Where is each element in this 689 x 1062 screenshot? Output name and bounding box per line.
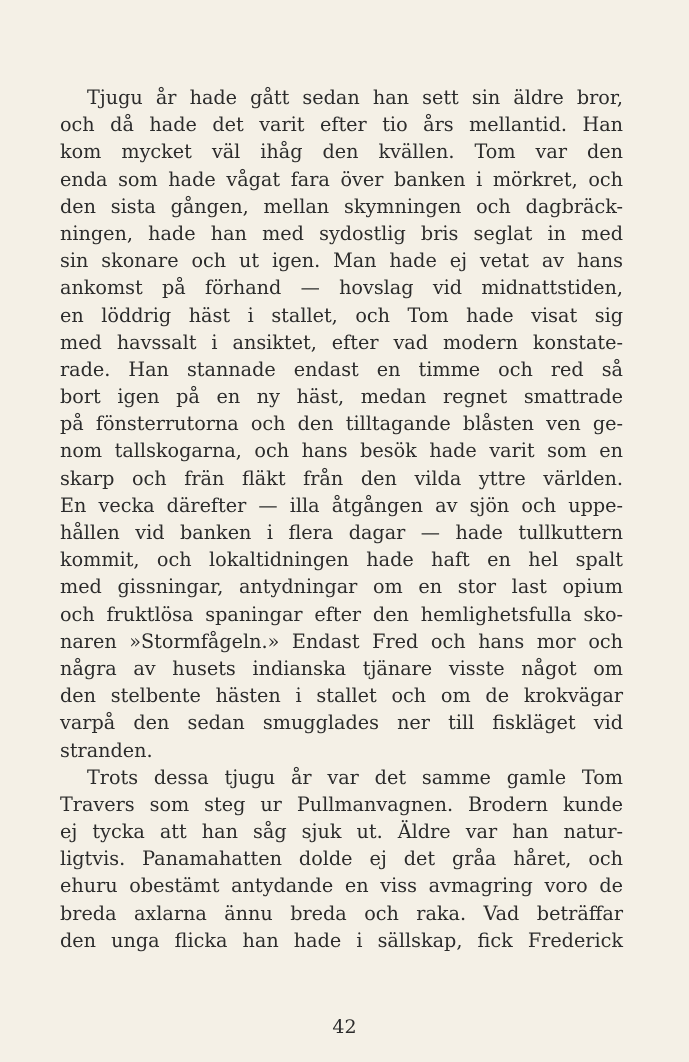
text-line: med havssalt i ansiktet, efter vad modern konstate- — [60, 330, 623, 354]
text-line: Tjugu år hade gått sedan han sett sin äldre bror, — [87, 86, 623, 109]
text-line: Trots dessa tjugu år var det samme gamle Tom — [87, 765, 623, 789]
text-line: sin skonare och ut igen. Man hade ej vetat av hans — [60, 249, 623, 273]
body-text — [60, 84, 623, 954]
text-line: varpå den sedan smugglades ner till fiskläget vid — [60, 711, 623, 735]
text-line: ligtvis. Panamahatten dolde ej det gråa håret, och — [60, 847, 623, 871]
text-line: bort igen på en ny häst, medan regnet smattrade — [60, 385, 623, 409]
page-number: 42 — [332, 1016, 357, 1038]
text-line: på fönsterrutorna och den tilltagande blåsten ven ge- — [60, 412, 623, 436]
text-line: ehuru obestämt antydande en viss avmagring voro de — [60, 874, 623, 898]
text-line: ningen, hade han med sydostlig bris seglat in med — [60, 221, 623, 245]
text-line: ej tycka att han såg sjuk ut. Äldre var han natur- — [60, 820, 623, 844]
text-line: den unga flicka han hade i sällskap, fick Frederick — [60, 928, 623, 952]
text-line: den stelbente hästen i stallet och om de krokvägar — [60, 684, 623, 708]
text-line: stranden. — [60, 738, 153, 762]
text-line: några av husets indianska tjänare visste något om — [60, 656, 623, 680]
text-line: Travers som steg ur Pullmanvagnen. Brodern kunde — [60, 792, 623, 816]
text-line: kommit, och lokaltidningen hade haft en hel spalt — [60, 548, 623, 572]
text-line: ankomst på förhand — hovslag vid midnattstiden, — [60, 276, 623, 300]
text-line: med gissningar, antydningar om en stor last opium — [60, 575, 623, 599]
text-line: den sista gången, mellan skymningen och dagbräck- — [60, 194, 623, 218]
text-line: en löddrig häst i stallet, och Tom hade visat sig — [60, 303, 623, 327]
text-line: och då hade det varit efter tio års mellantid. Han — [60, 113, 623, 137]
text-line: En vecka därefter — illa åtgången av sjön och uppe- — [60, 493, 623, 517]
text-line: naren »Stormfågeln.» Endast Fred och hans mor och — [60, 629, 623, 653]
text-line: enda som hade vågat fara över banken i mörkret, och — [60, 167, 623, 191]
text-line: skarp och frän fläkt från den vilda yttre världen. — [60, 466, 623, 490]
text-line: nom tallskogarna, och hans besök hade varit som en — [60, 439, 623, 463]
text-line: kom mycket väl ihåg den kvällen. Tom var den — [60, 140, 623, 164]
text-line: breda axlarna ännu breda och raka. Vad beträffar — [60, 901, 623, 925]
text-line: och fruktlösa spaningar efter den hemlighetsfulla sko- — [60, 602, 623, 626]
text-line: hållen vid banken i flera dagar — hade tullkuttern — [60, 521, 623, 544]
text-line: rade. Han stannade endast en timme och red så — [60, 357, 623, 381]
